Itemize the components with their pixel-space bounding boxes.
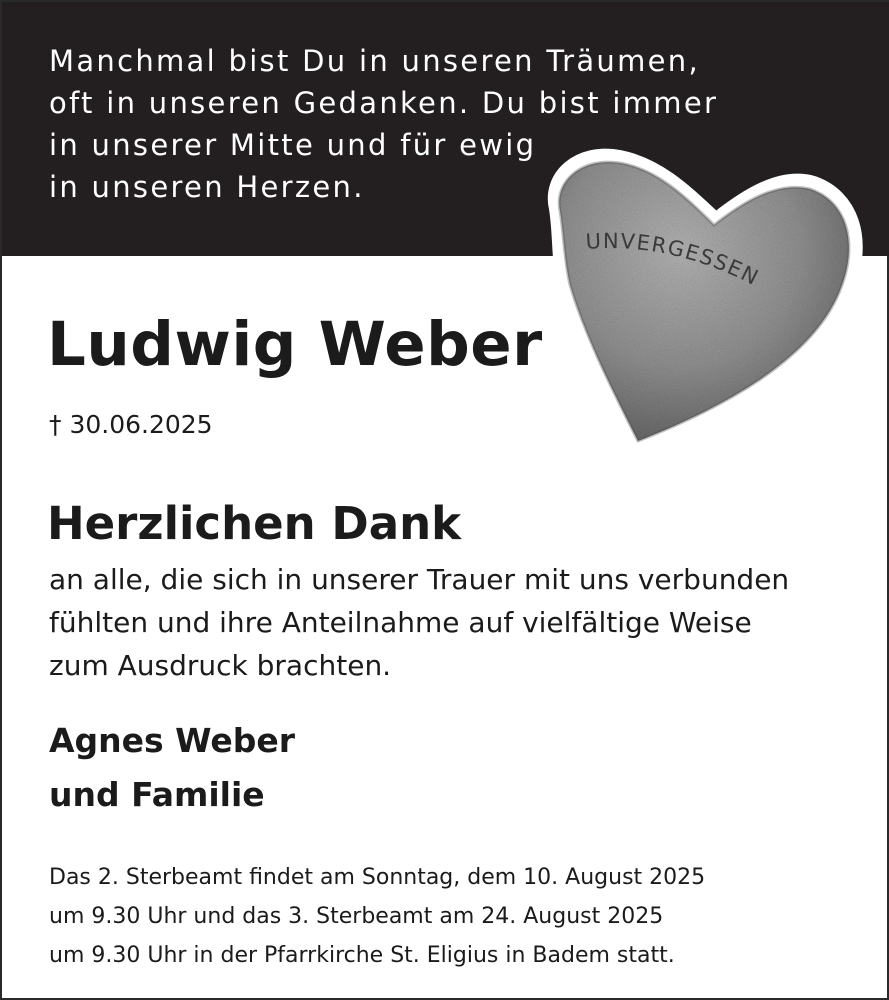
deceased-name: Ludwig Weber <box>47 309 543 380</box>
service-announcement <box>49 858 705 975</box>
quote-line: in unseren Herzen. <box>49 170 365 204</box>
engraving-text: UNVERGESSEN <box>585 228 764 291</box>
service-line: Das 2. Sterbeamt findet am Sonntag, dem 10. August 2025 <box>49 865 706 890</box>
signature-line: Agnes Weber <box>49 721 296 760</box>
service-line: um 9.30 Uhr und das 3. Sterbeamt am 24. August 2025 <box>49 904 664 929</box>
thanks-title: Herzlichen Dank <box>47 497 462 550</box>
thanks-line: fühlten und ihre Anteilnahme auf vielfältige Weise <box>49 606 752 639</box>
stone-heart-icon <box>538 147 864 459</box>
quote-line: in unserer Mitte und für ewig <box>49 128 537 162</box>
stone-heart-graphic <box>538 147 864 459</box>
quote-line: Manchmal bist Du in unseren Träumen, <box>49 44 700 78</box>
service-line: um 9.30 Uhr in der Pfarrkirche St. Eligius in Badem statt. <box>49 943 675 968</box>
thanks-text <box>49 558 789 687</box>
quote-line: oft in unseren Gedanken. Du bist immer <box>49 86 719 120</box>
thanks-line: zum Ausdruck brachten. <box>49 649 392 682</box>
death-date: † 30.06.2025 <box>49 410 213 439</box>
signature-line: und Familie <box>49 775 265 814</box>
family-signature <box>49 714 295 822</box>
thanks-line: an alle, die sich in unserer Trauer mit uns verbunden <box>49 563 790 596</box>
